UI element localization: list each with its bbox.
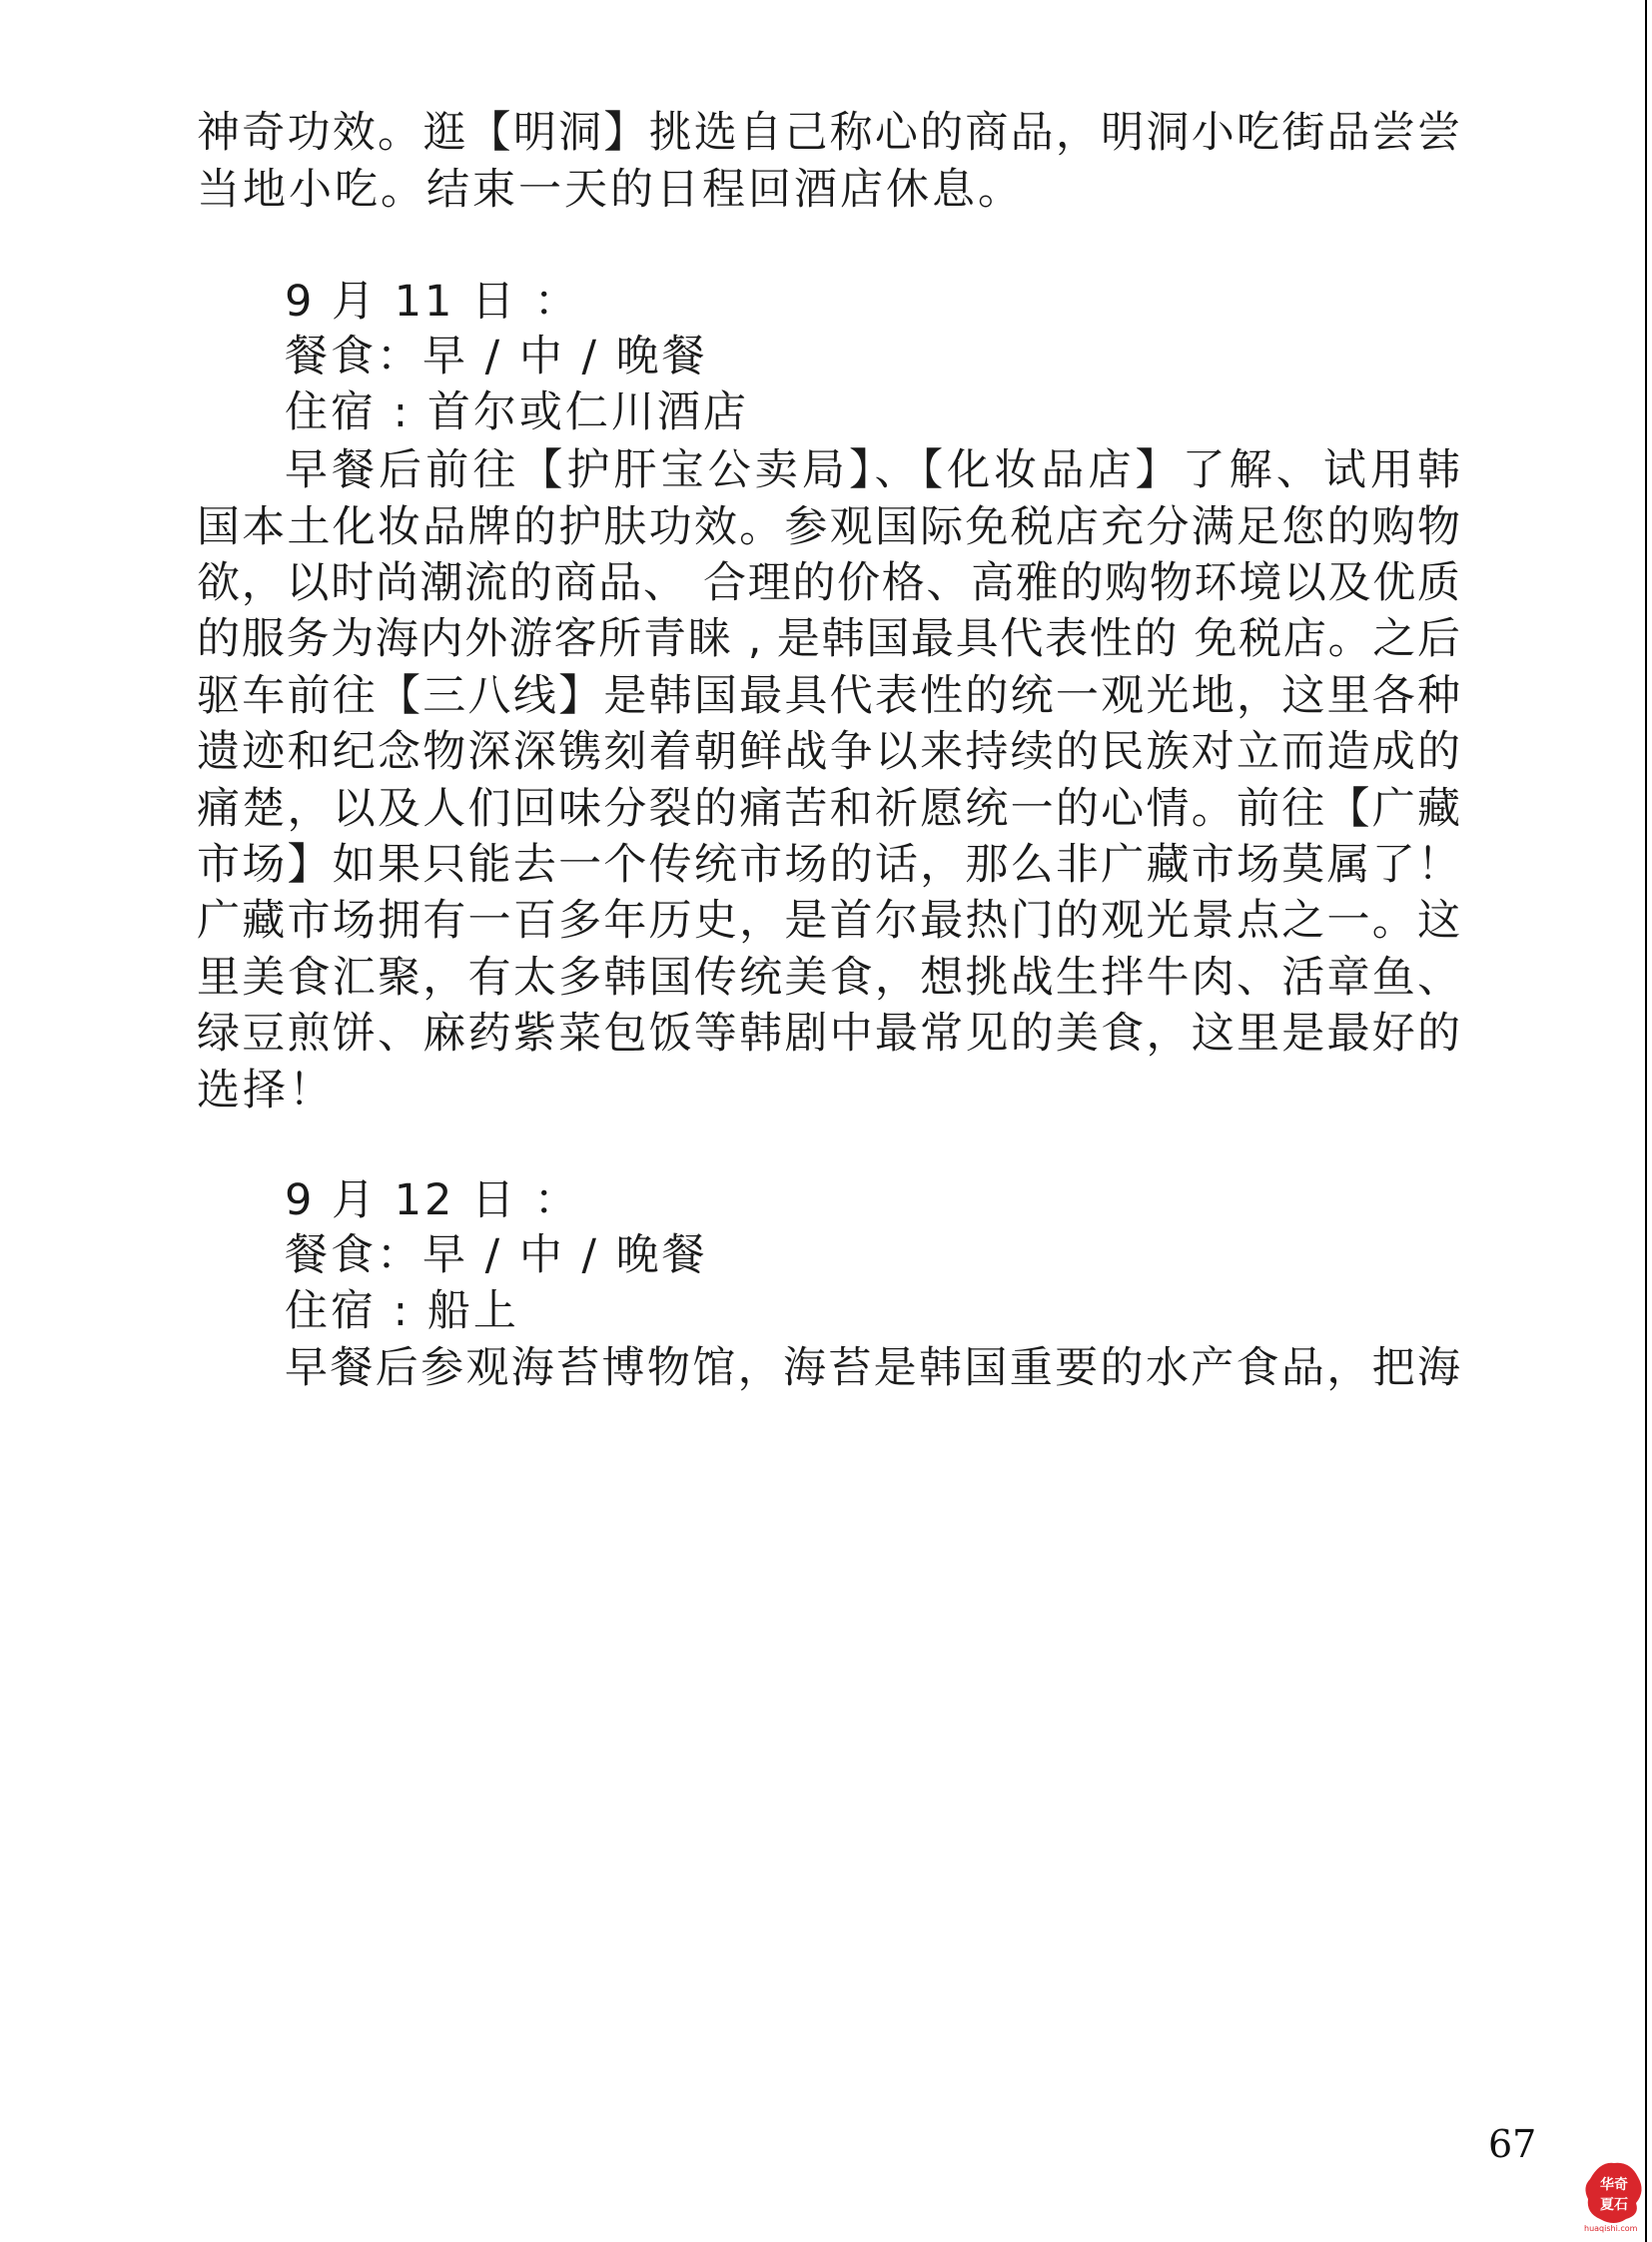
- page-number: 67: [1488, 2122, 1537, 2166]
- svg-text:华奇: 华奇: [1600, 2177, 1628, 2193]
- body-line: 国本土化妆品牌的护肤功效。参观国际免税店充分满足您的购物: [197, 502, 1460, 552]
- meals-line: 餐食：早 / 中 / 晚餐: [285, 1230, 708, 1280]
- watermark-logo: [1580, 2157, 1648, 2235]
- lodging-line: 住宿 : 船上: [285, 1286, 519, 1336]
- svg-text:huaqishi.com: huaqishi.com: [1584, 2224, 1638, 2233]
- body-line: 选择！: [197, 1066, 335, 1116]
- svg-text:夏石: 夏石: [1600, 2197, 1628, 2213]
- meals-line: 餐食：早 / 中 / 晚餐: [285, 332, 708, 381]
- page-edge-rule: [1645, 0, 1647, 2242]
- date-heading: 9 月 12 日 ：: [285, 1175, 580, 1225]
- lodging-line: 住宿 : 首尔或仁川酒店: [285, 387, 749, 437]
- body-line: 早餐后前往【护肝宝公卖局】、【化妆品店】了解、试用韩: [285, 445, 1460, 495]
- body-line: 神奇功效。逛【明洞】挑选自己称心的商品，明洞小吃街品尝尝: [197, 108, 1460, 158]
- body-line: 的服务为海内外游客所青睐 , 是韩国最具代表性的 免税店。之后: [197, 614, 1460, 664]
- body-line: 早餐后参观海苔博物馆，海苔是韩国重要的水产食品，把海: [285, 1343, 1460, 1393]
- body-line: 绿豆煎饼、麻药紫菜包饭等韩剧中最常见的美食，这里是最好的: [197, 1009, 1460, 1059]
- body-line: 驱车前往【三八线】是韩国最具代表性的统一观光地，这里各种: [197, 671, 1460, 721]
- body-line: 当地小吃。结束一天的日程回酒店休息。: [197, 165, 1024, 215]
- body-line: 里美食汇聚，有太多韩国传统美食，想挑战生拌牛肉、活章鱼、: [197, 953, 1460, 1003]
- body-line: 痛楚，以及人们回味分裂的痛苦和祈愿统一的心情。前往【广藏: [197, 784, 1460, 834]
- body-line: 市场】如果只能去一个传统市场的话，那么非广藏市场莫属了！: [197, 840, 1460, 890]
- body-line: 广藏市场拥有一百多年历史，是首尔最热门的观光景点之一。这: [197, 896, 1460, 946]
- date-heading: 9 月 11 日 ：: [285, 277, 580, 327]
- body-line: 欲，以时尚潮流的商品、 合理的价格、高雅的购物环境以及优质: [197, 558, 1460, 608]
- body-line: 遗迹和纪念物深深镌刻着朝鲜战争以来持续的民族对立而造成的: [197, 727, 1460, 777]
